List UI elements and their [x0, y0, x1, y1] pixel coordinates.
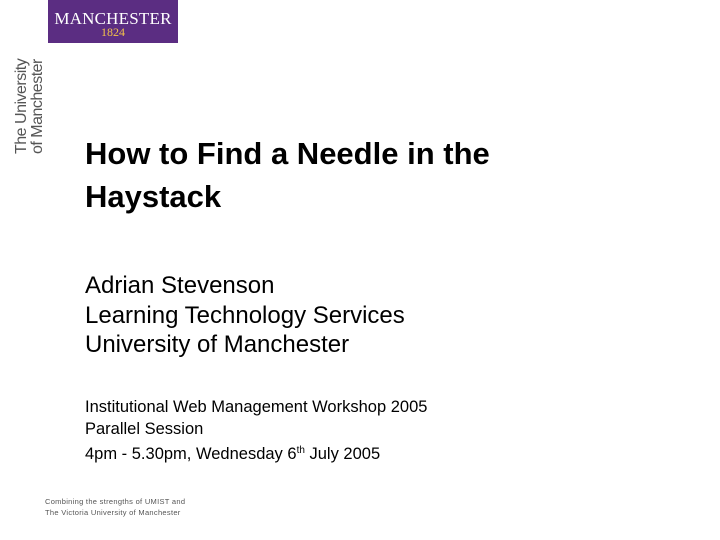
event-time-prefix: 4pm - 5.30pm, Wednesday 6: [85, 445, 297, 463]
author-block: [85, 271, 405, 360]
logo-wordmark: MANCHESTER: [54, 9, 172, 28]
event-name: Institutional Web Management Workshop 2005: [85, 398, 428, 416]
event-time-ordinal: th: [296, 445, 305, 456]
title-line1: How to Find a Needle in the: [85, 136, 490, 171]
author-name: Adrian Stevenson: [85, 272, 275, 299]
logo-year: 1824: [101, 25, 125, 39]
manchester-logo: [48, 0, 178, 43]
footer-tagline: [45, 496, 185, 518]
event-session: Parallel Session: [85, 420, 204, 438]
author-department: Learning Technology Services: [85, 301, 405, 329]
title-line2: Haystack: [85, 179, 222, 214]
event-block: [85, 396, 427, 465]
author-institution: University of Manchester: [85, 331, 350, 358]
event-time: [85, 440, 427, 465]
university-wordmark-line1: The University: [13, 58, 30, 154]
university-wordmark-line2: of Manchester: [29, 59, 46, 154]
footer-line1: Combining the strengths of UMIST and: [45, 497, 186, 506]
event-time-suffix: July 2005: [304, 445, 381, 463]
footer-line2: The Victoria University of Manchester: [45, 508, 181, 517]
university-vertical-wordmark: [14, 44, 50, 154]
slide-title: [85, 132, 685, 218]
